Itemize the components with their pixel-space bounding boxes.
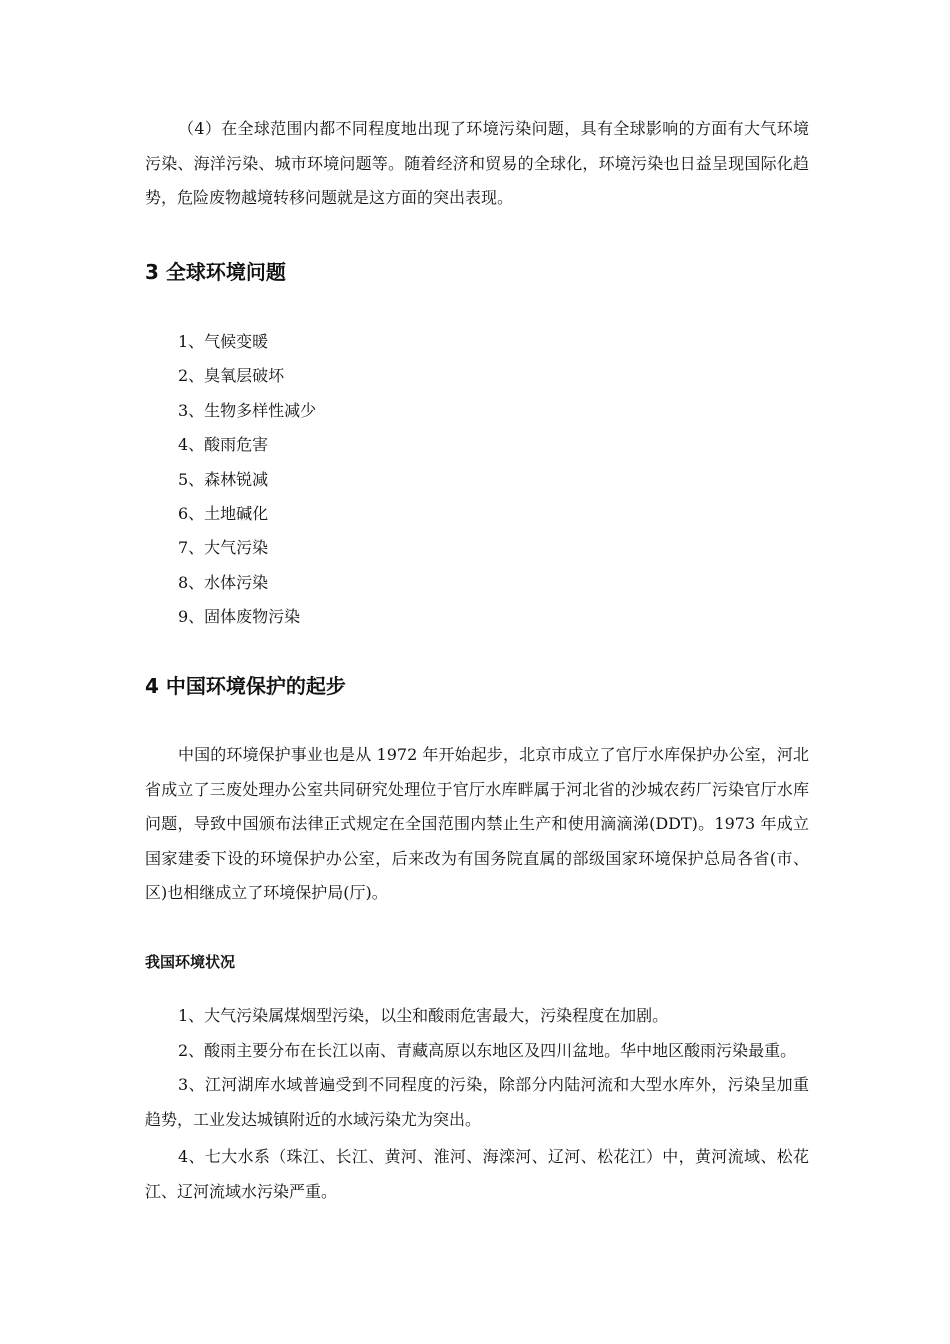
list-item: 3、生物多样性减少 xyxy=(178,400,317,420)
list-item: 1、气候变暖 xyxy=(178,332,269,351)
status-item: 1、大气污染属煤烟型污染，以尘和酸雨危害最大，污染程度在加剧。 xyxy=(178,1006,669,1025)
section-3-heading: 3 全球环境问题 xyxy=(145,260,286,284)
list-item: 5、森林锐减 xyxy=(178,469,269,489)
section-4-heading: 4 中国环境保护的起步 xyxy=(145,674,346,698)
list-item: 4、酸雨危害 xyxy=(178,435,269,455)
intro-paragraph: （4）在全球范围内都不同程度地出现了环境污染问题，具有全球影响的方面有大气环境污染、海洋污染、城市环境问题等。随着经济和贸易的全球化，环境污染也日益呈现国际化趋势，危险废物越境转移问题就是这方面的突出表现。 xyxy=(145,119,809,207)
section-4-paragraph: 中国的环境保护事业也是从 1972 年开始起步，北京市成立了官厅水库保护办公室，河北省成立了三废处理办公室共同研究处理位于官厅水库畔属于河北省的沙城农药厂污染官厅水库问题，导致中国颁布法律正式规定在全国范围内禁止生产和使用滴滴涕(DDT)。1973 年成立国家建委下设的环境保护办公室，后来改为有国务院直属的部级国家环境保护总局各省(市、区)也相继成立了环境保护局(厅)。 xyxy=(145,745,809,902)
list-item: 8、水体污染 xyxy=(178,572,269,592)
status-item: 3、江河湖库水域普遍受到不同程度的污染，除部分内陆河流和大型水库外，污染呈加重趋势，工业发达城镇附近的水域污染尤为突出。 xyxy=(145,1075,809,1129)
list-item: 7、大气污染 xyxy=(178,538,269,558)
list-item: 2、臭氧层破坏 xyxy=(178,366,285,386)
list-item: 9、固体废物污染 xyxy=(178,607,301,627)
status-heading: 我国环境状况 xyxy=(145,953,236,971)
list-item: 6、土地碱化 xyxy=(178,503,269,523)
global-issues-list xyxy=(178,325,316,635)
status-item: 2、酸雨主要分布在长江以南、青藏高原以东地区及四川盆地。华中地区酸雨污染最重。 xyxy=(178,1041,797,1060)
status-item: 4、七大水系（珠江、长江、黄河、淮河、海滦河、辽河、松花江）中，黄河流域、松花江、辽河流域水污染严重。 xyxy=(145,1147,809,1201)
